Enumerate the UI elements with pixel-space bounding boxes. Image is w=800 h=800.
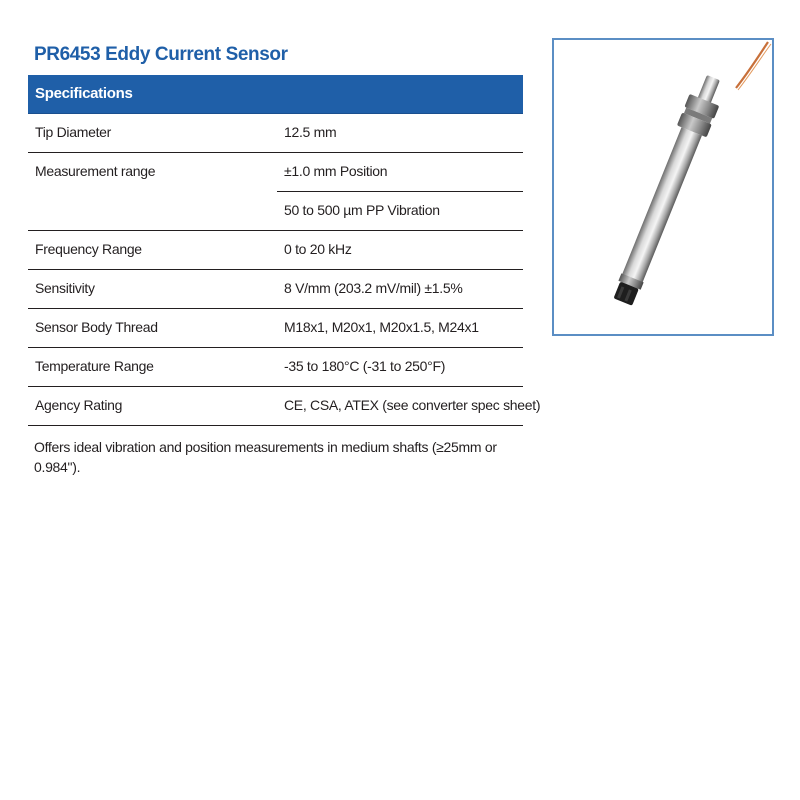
spec-value: 50 to 500 µm PP Vibration bbox=[284, 202, 440, 218]
spec-label: Temperature Range bbox=[35, 358, 154, 374]
spec-value: CE, CSA, ATEX (see converter spec sheet) bbox=[284, 397, 541, 413]
specifications-header-label: Specifications bbox=[35, 85, 133, 102]
spec-label: Agency Rating bbox=[35, 397, 123, 413]
spec-value: 12.5 mm bbox=[284, 124, 337, 140]
description-note: Offers ideal vibration and position measurements in medium shafts (≥25mm or 0.984"). bbox=[34, 439, 497, 475]
eddy-current-sensor-illustration bbox=[554, 40, 772, 334]
spec-label: Sensitivity bbox=[35, 280, 95, 296]
spec-row-frequency-range bbox=[28, 231, 523, 270]
page-title: PR6453 Eddy Current Sensor bbox=[34, 44, 288, 65]
spec-label: Tip Diameter bbox=[35, 124, 112, 140]
spec-label: Frequency Range bbox=[35, 241, 142, 257]
specifications-header bbox=[28, 75, 523, 114]
spec-row-measurement-range bbox=[28, 153, 523, 231]
product-photo-frame bbox=[552, 38, 774, 336]
spec-value: 0 to 20 kHz bbox=[284, 241, 352, 257]
spec-subrow-position bbox=[277, 153, 523, 192]
spec-row-sensor-body-thread bbox=[28, 309, 523, 348]
spec-row-temperature-range bbox=[28, 348, 523, 387]
spec-value: -35 to 180°C (-31 to 250°F) bbox=[284, 358, 446, 374]
specifications-table bbox=[28, 114, 541, 426]
spec-row-agency-rating bbox=[28, 387, 541, 426]
spec-value: 8 V/mm (203.2 mV/mil) ±1.5% bbox=[284, 280, 463, 296]
spec-row-sensitivity bbox=[28, 270, 523, 309]
spec-row-tip-diameter bbox=[28, 114, 523, 153]
spec-label: Sensor Body Thread bbox=[35, 319, 158, 335]
spec-value: ±1.0 mm Position bbox=[284, 163, 388, 179]
spec-label: Measurement range bbox=[35, 163, 156, 179]
spec-value: M18x1, M20x1, M20x1.5, M24x1 bbox=[284, 319, 479, 335]
spec-subrow-vibration bbox=[277, 192, 523, 230]
